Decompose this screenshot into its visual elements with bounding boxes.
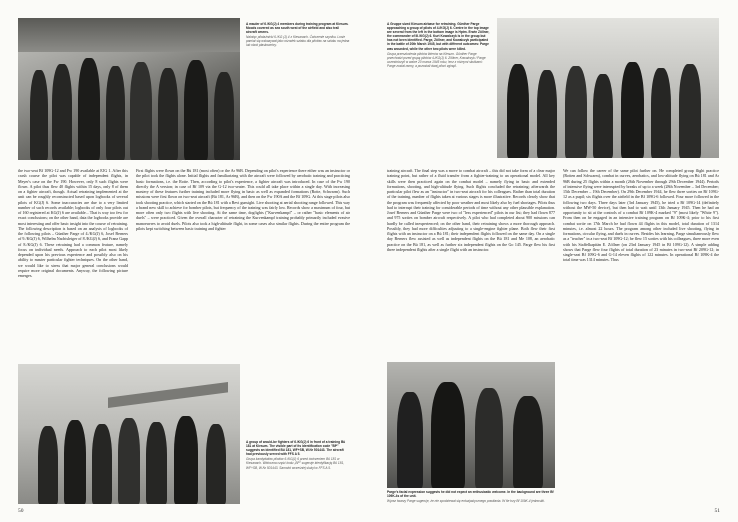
top-caption-polish: Nalotęc pilotażnicki 6./KG (J) 4 z Kiesanach. Ćwiczenie szyniku. Losie pamiat się wskazywał jako ośrodek sztabu dla pilotów na szlaku na jedna lub obok płaskownicy. [246,35,350,48]
bottom-caption-title: Parge's facial expression suggests he did not expect an enthusiastic welcome. In the background are three Bf 109K-4s of the unit. [387,490,554,499]
body-column-1 [387,168,555,354]
body-text-2: We can follow the career of the same pilot further on. He completed group flight practice (Rotten and Schwarm), combat in curves, aerobatics, and low-altitude flying on Bü 181 and Ar 96B during 25 flights within a month (26th November through 29th December 1944). Periods of intensive flying were interrupted by breaks of up to a week (28th November – 3rd December; 15th December – 19th December). On 29th December 1944, he flew three sorties on Bf 109G-12 as a pupil; six flights over the airfield in the Bf 109G-6 followed. Four more followed in the following two days. Three days later (3rd January 1945), he tried a Bf 109G-14 (definitely without the MW-50 device), but then had to wait until 13th January 1945. Then he had an opportunity to sit at the controls of a combat Bf 109K-4 marked "9" (most likely "White 9"). From then on he engaged in an intensive training program on Bf 109K-4; prior to his first combat sortie on 17th March he had flown 44 flights in this model, total duration of 1314 minutes, i.e. almost 22 hours. The program among other included live shooting, flying in formations, circular flying, and duels in curves. Besides his learning, Parge simultaneously flew as a "teacher" in a two-seat Bf 109G-12; he flew 15 sorties with his colleagues, three more even with his Staffelkapitän E. Zöllner (on 23rd January 1945 in Bf 109G-12). A simple adding shows that Parge flew four flights of total duration of 23 minutes in two-seat Bf 209G-12; in single-seat Bf 109G-6 and G-14 eleven flights of 122 minutes. In operational Bf 109K-4 the total time was 1314 minutes. Thus [563,168,719,263]
top-photo-pilots-group [18,18,240,160]
body-text-2: First flights were flown on the Bü 181 (most often) or the Ar 96B. Depending on pilot's experience there either was an instructor or the pilot took the flights alone. Initial flights and familiarizing with the aircraft were followed by aerobatic training and practicing basic formations, i.e. the Rotte. Then, according to pilot's experience, a fighter aircraft was introduced. In case of the Fw 190 directly the A version; in case of Bf 109 via the G-12 two-seater. This could all take place within a single day. With increasing mastery of these features further training included more flying in basic as well as expanded formations (Rotte, Schwarm). Such missions were first flown on two-seat aircraft (Bü 181, Ar 96B), and then on the Fw 190A and the Bf 109G. At this stage pilots also took shooting practice, which started on the Bü 181 with a Revi gunsight. Live shooting at aerial shooting range followed. This way a brand new skill to achieve for bomber pilots, but frequency of the training was fairly low. Records show a maximum of four, but more often only two flights with live shooting. At the same time, dogfights ("Kurvenkampf" – or rather "basic elements of air duels" – were practiced. Given the overall character of retraining the Kurvenkampf training probably primarily included evasive manoeuvres to avoid duels. Pilots also took a high-altitude flight, in some cases also similar flights. During the entire program the pilots kept switching between basic training and fighter [136,168,350,231]
top-caption [246,22,350,48]
bottom-caption-polish: Grupa kandydatów pilotów 6./KG(J) 6 przed ćwiczeniem Bü 181 w Kiesanach. Widoczna część kodu „BP” sugeruje identyfikację Bü 181, WF+SB, W.Nr 501443. Samolot wcześniej służył w FFS A 5. [246,457,345,470]
right-page [369,0,738,522]
bottom-caption [387,490,555,503]
bottom-caption [246,440,350,470]
body-column-2 [563,168,719,494]
bottom-photo-aircraft-pilots [18,364,240,504]
page-number-right: 51 [714,508,720,514]
bottom-caption-title: A group of would-be fighters of 6./KG(J) 6 in front of a training Bü 181 at Kiesum. The visible part of its identification code "BP" suggests an identified Bü 181, WF+SB, W.Nr 501443. The aircraft had previously served with FFS A 5. [246,440,346,457]
body-column-1 [18,168,128,354]
top-photo-pilots-airbase [497,18,719,158]
bottom-photo-parge-portrait [387,362,555,488]
body-text-1: training aircraft. The final step was a move to combat aircraft – this did not take form of a clear major training point, but rather of a fluid transfer from a fighter-training to an operational model. All key skills were then practiced again on the combat model – namely flying in basic and extended formations, shooting, and high-altitude flying. Such flights concluded the retraining; afterwards the particular pilot flew as an "instructor" in two-seat aircraft for his colleagues. Rather than total duration of the training, number of flights taken at various stages is more illustrative. Records clearly show that the program was frequently affected by poor weather and most likely also by fuel shortages. Pilots thus had to interrupt their training for considerable periods of time without any other plausible explanation. Josef Berners and Günther Parge were two of "less experienced" pilots in our list; they had flown 877 and 975 sorties on bomber aircraft respectively. A pilot who had completed about 900 missions can hardly be called inexperienced; on the other hand, their retraining shows a more thorough approach. Possibly, they had more difficulties adjusting to a single-engine fighter plane. Both flew their first flights with an instructor on a Bü 181; their independent flights followed on the same day. On a single day Berners flew assisted as well as independent flights on the Bü 181 and Me 108, an aerobatic practice on the Bü 181, as well as further six independent flights on the Go 145. Parge flew his first three independent flights after a single flight with an instructor. [387,168,555,252]
body-column-2 [136,168,350,354]
top-caption [387,22,491,68]
top-caption-polish: Grupa przeszkolenia pilotów liderów na Kiesum. Günther Parge przechodzi przed grupą pilotów 4./KG(J) 6. Zöllner, Kowalczyk i Parge uczestniczyli w walce 20 marca 1945 roku, lecz z różnymi skutkami: Parge został ranny, a pozostali dwaj piloci zginęli. [387,51,486,68]
body-text-1: the two-seat Bf 109G-12 and Fw 190 available at EJG 1. After this crash course the pilot was capable of independent flights, in Meyer's case on the Fw 190. However, only 8 such flights were flown. A pilot thus flew 40 flights within 15 days, only 8 of them on a fighter aircraft, though. Actual retraining implemented at the unit can be roughly reconstructed based upon logbooks of several pilots of KG(J) 6. Some inaccuracies are due to a very limited number of such records available; logbooks of only four pilots out of 160 registered at KG(J) 6 are available... That is way too few for exact conclusions; on the other hand, data the logbooks provide are most interesting and offer basic insight into the course of retraining. The following description is based on an analysis of logbooks of the following pilots – Günther Parge of 4./KG(J) 6, Josef Berners of 9./KG(J) 6, Wilhelm Nachtsleiger of 8./KG(J) 6, and Franz Gapp of 8./KG(J) 6. These retraining had a common feature, namely focus on individual needs. Approach to each pilot most likely depended upon his previous experience and possibly also on his ability to master particular fighter techniques. On the other hand, we would like to stress that major general conclusions would require more original documents. Anyway, the following picture emerges. [18,168,128,278]
top-caption-title: A Gruppe sized Kiesum airbase for retraining. Günther Parge approaching a group of pilots of 4./KG(J) 6. Centre in the top image are several from the left in the bottom image is Hptm. Erwin Zöllner, the commander of III./KG(J) 6. Kurt Kowalczyk is in the group but has not been identified. Parge, Zöllner, and Kowalczyk participated in the battle of 20th March 1945, but with different outcomes: Parge was wounded, while the other two pilots were killed. [387,22,490,51]
page-number-left: 50 [18,508,24,514]
top-caption-title: A mauler of 6./KG(J) 4 members during training program at Kiesum. Moods covered as sea south west of the airfield and also trail aircraft omens. [246,22,349,35]
bottom-caption-polish: Wyraz twarzy Parge sugeruje, że nie spodziewał się entuzjastycznego powitania. W tle trzy Bf 109K-4 jednostki. [387,499,545,504]
